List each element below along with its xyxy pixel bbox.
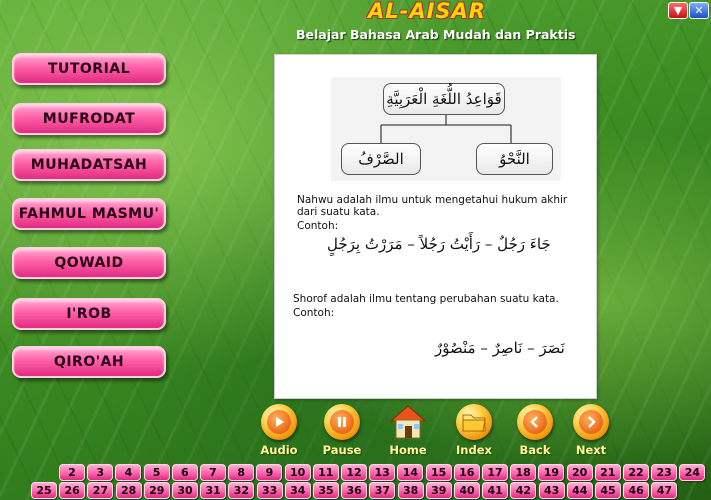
page-button-24[interactable]: 24 xyxy=(679,464,705,481)
content-panel xyxy=(274,54,597,399)
page-button-7[interactable]: 7 xyxy=(200,464,226,481)
page-button-43[interactable]: 43 xyxy=(539,482,565,499)
app-logo: AL-AISAR xyxy=(368,0,486,23)
minimize-icon: ▼ xyxy=(673,4,683,17)
shorof-example-label: Contoh: xyxy=(293,307,335,319)
page-button-39[interactable]: 39 xyxy=(426,482,452,499)
next-icon xyxy=(573,404,609,440)
sidebar-item-irob[interactable]: I'ROB xyxy=(12,298,166,330)
back-button[interactable] xyxy=(505,404,565,457)
shorof-definition: Shorof adalah ilmu tentang perubahan suatu kata. xyxy=(293,293,559,305)
page-button-45[interactable]: 45 xyxy=(595,482,621,499)
page-button-35[interactable]: 35 xyxy=(313,482,339,499)
home-label: Home xyxy=(389,443,427,457)
next-label: Next xyxy=(575,443,607,457)
pause-label: Pause xyxy=(322,443,362,457)
page-button-34[interactable]: 34 xyxy=(285,482,311,499)
page-button-29[interactable]: 29 xyxy=(144,482,170,499)
nahwu-definition: Nahwu adalah ilmu untuk mengetahui hukum akhir dari suatu kata. xyxy=(297,194,568,218)
shorof-example: نَصَرَ – نَاصِرٌ – مَنْصُوْرٌ xyxy=(435,339,565,357)
folder-icon xyxy=(456,404,492,440)
page-row-1 xyxy=(0,464,711,481)
diagram-shorof-box: الصَّرْفُ xyxy=(341,143,421,175)
next-button[interactable] xyxy=(561,404,621,457)
page-button-47[interactable]: 47 xyxy=(651,482,677,499)
page-button-20[interactable]: 20 xyxy=(567,464,593,481)
page-button-38[interactable]: 38 xyxy=(398,482,424,499)
page-button-36[interactable]: 36 xyxy=(341,482,367,499)
page-button-26[interactable]: 26 xyxy=(59,482,85,499)
page-button-41[interactable]: 41 xyxy=(482,482,508,499)
page-button-15[interactable]: 15 xyxy=(426,464,452,481)
diagram-root-box: قَوَاعِدُ اللُّغَةِ الْعَرَبِيَّةِ xyxy=(383,83,505,115)
page-button-14[interactable]: 14 xyxy=(397,464,423,481)
page-button-6[interactable]: 6 xyxy=(172,464,198,481)
sidebar-item-mufrodat[interactable]: MUFRODAT xyxy=(12,103,166,135)
sidebar-item-fahmul-masmu[interactable]: FAHMUL MASMU' xyxy=(12,198,166,230)
home-icon xyxy=(389,404,427,440)
page-button-17[interactable]: 17 xyxy=(482,464,508,481)
page-button-21[interactable]: 21 xyxy=(595,464,621,481)
page-button-18[interactable]: 18 xyxy=(510,464,536,481)
sidebar-item-muhadatsah[interactable]: MUHADATSAH xyxy=(12,149,166,181)
sidebar-item-qowaid[interactable]: QOWAID xyxy=(12,247,166,279)
page-button-13[interactable]: 13 xyxy=(369,464,395,481)
page-button-25[interactable]: 25 xyxy=(31,482,57,499)
page-button-31[interactable]: 31 xyxy=(200,482,226,499)
pause-icon xyxy=(324,404,360,440)
page-row-2 xyxy=(0,482,711,499)
page-button-8[interactable]: 8 xyxy=(228,464,254,481)
sidebar-item-qiroah[interactable]: QIRO'AH xyxy=(12,346,166,378)
minimize-button[interactable] xyxy=(668,2,688,19)
page-button-30[interactable]: 30 xyxy=(172,482,198,499)
index-label: Index xyxy=(456,443,492,457)
back-icon xyxy=(517,404,553,440)
page-button-42[interactable]: 42 xyxy=(510,482,536,499)
page-button-32[interactable]: 32 xyxy=(228,482,254,499)
audio-button[interactable] xyxy=(249,404,309,457)
audio-label: Audio xyxy=(260,443,298,457)
page-button-33[interactable]: 33 xyxy=(257,482,283,499)
close-button[interactable] xyxy=(689,2,709,19)
nahwu-example-label: Contoh: xyxy=(297,220,339,232)
page-button-11[interactable]: 11 xyxy=(313,464,339,481)
close-icon: ✕ xyxy=(694,4,704,17)
page-button-22[interactable]: 22 xyxy=(623,464,649,481)
page-button-19[interactable]: 19 xyxy=(538,464,564,481)
back-label: Back xyxy=(519,443,551,457)
home-button[interactable] xyxy=(378,404,438,457)
page-button-4[interactable]: 4 xyxy=(115,464,141,481)
page-button-5[interactable]: 5 xyxy=(144,464,170,481)
nahwu-example: جَاءَ رَجُلٌ – رَأَيْتُ رَجُلاً – مَرَرْتُ بِرَجُلٍ xyxy=(327,235,551,253)
page-button-44[interactable]: 44 xyxy=(567,482,593,499)
page-button-3[interactable]: 3 xyxy=(87,464,113,481)
page-button-46[interactable]: 46 xyxy=(623,482,649,499)
sidebar-item-tutorial[interactable]: TUTORIAL xyxy=(12,53,166,85)
page-button-28[interactable]: 28 xyxy=(116,482,142,499)
diagram-nahwu-box: النَّحْوُ xyxy=(476,143,553,175)
page-button-9[interactable]: 9 xyxy=(256,464,282,481)
page-button-37[interactable]: 37 xyxy=(369,482,395,499)
page-button-16[interactable]: 16 xyxy=(454,464,480,481)
page-button-10[interactable]: 10 xyxy=(285,464,311,481)
pause-button[interactable] xyxy=(312,404,372,457)
app-subtitle: Belajar Bahasa Arab Mudah dan Praktis xyxy=(296,27,576,42)
page-button-23[interactable]: 23 xyxy=(651,464,677,481)
audio-icon xyxy=(261,404,297,440)
page-button-2[interactable]: 2 xyxy=(59,464,85,481)
index-button[interactable] xyxy=(444,404,504,457)
page-button-27[interactable]: 27 xyxy=(87,482,113,499)
qawaid-diagram xyxy=(331,77,561,181)
page-button-12[interactable]: 12 xyxy=(341,464,367,481)
page-button-40[interactable]: 40 xyxy=(454,482,480,499)
